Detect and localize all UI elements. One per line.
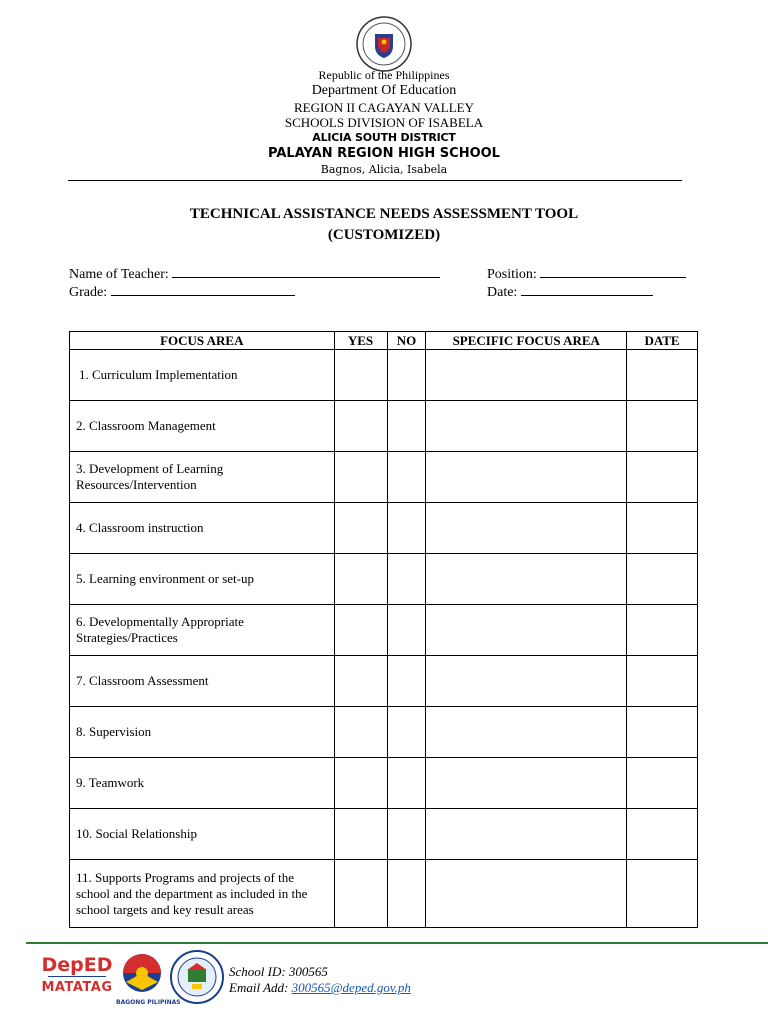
letterhead-district: ALICIA SOUTH DISTRICT	[312, 131, 456, 144]
grade-field[interactable]	[69, 282, 295, 301]
position-label: Position:	[487, 267, 537, 282]
date-label: Date:	[487, 285, 518, 300]
table-row	[70, 758, 698, 809]
no-cell[interactable]	[387, 809, 426, 860]
date-cell[interactable]	[627, 656, 698, 707]
grade-label: Grade:	[69, 285, 108, 300]
no-cell[interactable]	[387, 503, 426, 554]
focus-area-cell: 8. Supervision	[70, 707, 335, 758]
header-date: DATE	[627, 332, 698, 350]
header-focus-area: FOCUS AREA	[70, 332, 335, 350]
position-blank[interactable]	[540, 264, 686, 278]
header-divider	[68, 180, 682, 181]
focus-area-cell: 7. Classroom Assessment	[70, 656, 335, 707]
yes-cell[interactable]	[334, 350, 387, 401]
date-cell[interactable]	[627, 707, 698, 758]
position-field[interactable]	[487, 264, 686, 283]
letterhead-republic: Republic of the Philippines	[318, 68, 450, 82]
no-cell[interactable]	[387, 350, 426, 401]
table-row	[70, 554, 698, 605]
no-cell[interactable]	[387, 860, 426, 928]
email-label: Email Add:	[229, 980, 292, 995]
yes-cell[interactable]	[334, 656, 387, 707]
yes-cell[interactable]	[334, 503, 387, 554]
no-cell[interactable]	[387, 554, 426, 605]
specific-focus-cell[interactable]	[426, 554, 627, 605]
letterhead-region: REGION II CAGAYAN VALLEY	[294, 100, 474, 115]
specific-focus-cell[interactable]	[426, 707, 627, 758]
focus-area-cell: 3. Development of Learning Resources/Intervention	[70, 452, 335, 503]
focus-area-cell: 5. Learning environment or set-up	[70, 554, 335, 605]
date-cell[interactable]	[627, 605, 698, 656]
bagong-pilipinas-text: BAGONG PILIPINAS	[116, 999, 181, 1006]
focus-area-cell: 6. Developmentally Appropriate Strategies/Practices	[70, 605, 335, 656]
assessment-table	[69, 331, 698, 928]
table-row	[70, 605, 698, 656]
document-title: TECHNICAL ASSISTANCE NEEDS ASSESSMENT TOOL	[189, 206, 579, 222]
yes-cell[interactable]	[334, 809, 387, 860]
date-cell[interactable]	[627, 758, 698, 809]
specific-focus-cell[interactable]	[426, 350, 627, 401]
table-row	[70, 350, 698, 401]
yes-cell[interactable]	[334, 707, 387, 758]
footer-divider	[26, 942, 768, 944]
email-link[interactable]: 300565@deped.gov.ph	[291, 980, 411, 995]
letterhead-address: Bagnos, Alicia, Isabela	[320, 163, 448, 176]
date-blank[interactable]	[521, 282, 653, 296]
focus-area-cell: 9. Teamwork	[70, 758, 335, 809]
focus-area-cell: 2. Classroom Management	[70, 401, 335, 452]
specific-focus-cell[interactable]	[426, 809, 627, 860]
specific-focus-cell[interactable]	[426, 860, 627, 928]
teacher-name-label: Name of Teacher:	[69, 267, 169, 282]
no-cell[interactable]	[387, 605, 426, 656]
specific-focus-cell[interactable]	[426, 605, 627, 656]
date-cell[interactable]	[627, 554, 698, 605]
date-cell[interactable]	[627, 452, 698, 503]
no-cell[interactable]	[387, 707, 426, 758]
no-cell[interactable]	[387, 656, 426, 707]
letterhead-school: PALAYAN REGION HIGH SCHOOL	[268, 146, 500, 161]
table-row	[70, 707, 698, 758]
specific-focus-cell[interactable]	[426, 452, 627, 503]
bagong-pilipinas-logo	[116, 952, 181, 1006]
deped-matatag-logo	[40, 955, 114, 1001]
header-specific-focus-area: SPECIFIC FOCUS AREA	[426, 332, 627, 350]
yes-cell[interactable]	[334, 554, 387, 605]
yes-cell[interactable]	[334, 452, 387, 503]
focus-area-cell: 10. Social Relationship	[70, 809, 335, 860]
table-row	[70, 860, 698, 928]
yes-cell[interactable]	[334, 401, 387, 452]
table-row	[70, 809, 698, 860]
date-cell[interactable]	[627, 401, 698, 452]
yes-cell[interactable]	[334, 860, 387, 928]
header-no: NO	[387, 332, 426, 350]
matatag-text: MATATAG	[41, 980, 113, 995]
letterhead-division: SCHOOLS DIVISION OF ISABELA	[284, 115, 484, 130]
date-field[interactable]	[487, 282, 653, 301]
yes-cell[interactable]	[334, 758, 387, 809]
date-cell[interactable]	[627, 809, 698, 860]
bagong-pilipinas-emblem-icon	[116, 952, 168, 994]
date-cell[interactable]	[627, 350, 698, 401]
deped-logo-text: DepED	[41, 954, 113, 976]
no-cell[interactable]	[387, 401, 426, 452]
teacher-name-blank[interactable]	[172, 264, 440, 278]
header-yes: YES	[334, 332, 387, 350]
focus-area-cell: 1. Curriculum Implementation	[70, 350, 335, 401]
yes-cell[interactable]	[334, 605, 387, 656]
table-row	[70, 452, 698, 503]
grade-blank[interactable]	[111, 282, 295, 296]
teacher-name-field[interactable]	[69, 264, 440, 283]
no-cell[interactable]	[387, 452, 426, 503]
school-id-text: School ID: 300565	[229, 964, 328, 979]
specific-focus-cell[interactable]	[426, 758, 627, 809]
date-cell[interactable]	[627, 860, 698, 928]
table-row	[70, 401, 698, 452]
email-line	[229, 980, 411, 996]
table-header-row	[70, 332, 698, 350]
deped-seal-icon	[356, 16, 412, 72]
table-row	[70, 503, 698, 554]
specific-focus-cell[interactable]	[426, 656, 627, 707]
specific-focus-cell[interactable]	[426, 503, 627, 554]
no-cell[interactable]	[387, 758, 426, 809]
specific-focus-cell[interactable]	[426, 401, 627, 452]
date-cell[interactable]	[627, 503, 698, 554]
focus-area-cell: 11. Supports Programs and projects of the school and the department as included in the school targets and key result areas	[70, 860, 335, 928]
document-subtitle: (CUSTOMIZED)	[327, 227, 441, 243]
table-row	[70, 656, 698, 707]
letterhead-department: Department Of Education	[311, 83, 457, 98]
school-seal-icon	[170, 950, 224, 1004]
focus-area-cell: 4. Classroom instruction	[70, 503, 335, 554]
